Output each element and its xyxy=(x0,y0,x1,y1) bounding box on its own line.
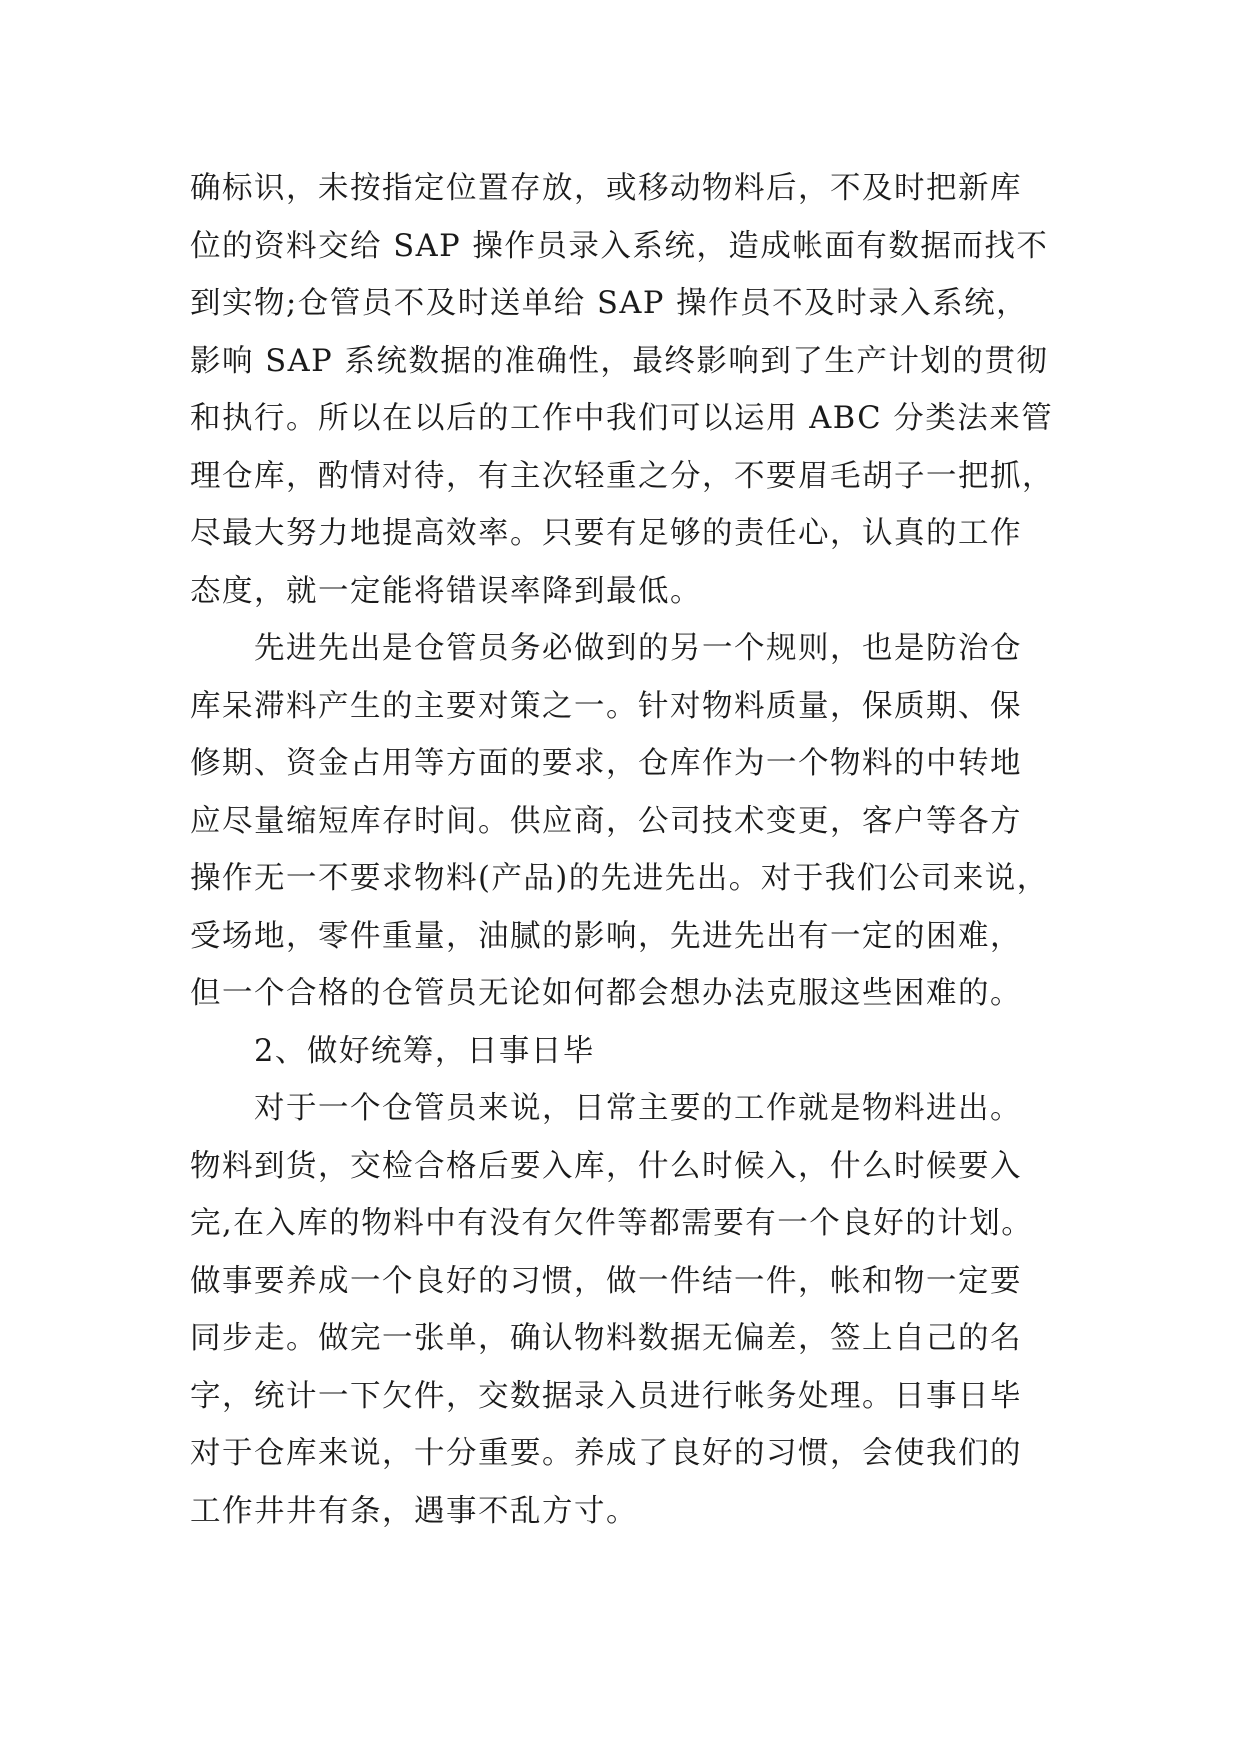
text-line: 影响 SAP 系统数据的准确性，最终影响到了生产计划的贯彻 xyxy=(190,343,1049,379)
text-line: 受场地，零件重量，油腻的影响，先进先出有一定的困难， xyxy=(190,918,1022,954)
text-line: 理仓库，酌情对待，有主次轻重之分，不要眉毛胡子一把抓， xyxy=(190,458,1054,494)
text-line: 到实物;仓管员不及时送单给 SAP 操作员不及时录入系统， xyxy=(190,286,1029,321)
text-line: 对于一个仓管员来说，日常主要的工作就是物料进出。 xyxy=(254,1091,1022,1126)
text-line: 修期、资金占用等方面的要求，仓库作为一个物料的中转地 xyxy=(190,746,1022,781)
text-line: 尽最大努力地提高效率。只要有足够的责任心，认真的工作 xyxy=(190,516,1022,551)
text-line: 和执行。所以在以后的工作中我们可以运用 ABC 分类法来管 xyxy=(190,401,1054,436)
text-line: 物料到货，交检合格后要入库，什么时候入，什么时候要入 xyxy=(190,1148,1022,1184)
text-line: 2、做好统筹，日事日毕 xyxy=(254,1033,595,1069)
text-line: 完,在入库的物料中有没有欠件等都需要有一个良好的计划。 xyxy=(190,1206,1034,1241)
text-line: 字，统计一下欠件，交数据录入员进行帐务处理。日事日毕 xyxy=(190,1378,1022,1414)
text-line: 操作无一不要求物料(产品)的先进先出。对于我们公司来说， xyxy=(190,861,1049,896)
text-line: 但一个合格的仓管员无论如何都会想办法克服这些困难的。 xyxy=(190,976,1022,1011)
text-line: 应尽量缩短库存时间。供应商，公司技术变更，客户等各方 xyxy=(190,803,1022,839)
body-text xyxy=(190,160,1090,1540)
text-line: 同步走。做完一张单，确认物料数据无偏差，签上自己的名 xyxy=(190,1321,1022,1356)
text-line: 库呆滞料产生的主要对策之一。针对物料质量，保质期、保 xyxy=(190,688,1022,724)
text-line: 确标识，未按指定位置存放，或移动物料后，不及时把新库 xyxy=(190,171,1022,206)
text-line: 态度，就一定能将错误率降到最低。 xyxy=(190,573,702,609)
text-line: 先进先出是仓管员务必做到的另一个规则，也是防治仓 xyxy=(254,631,1022,666)
text-line: 位的资料交给 SAP 操作员录入系统，造成帐面有数据而找不 xyxy=(190,228,1049,264)
text-line: 工作井井有条，遇事不乱方寸。 xyxy=(190,1493,638,1529)
text-line: 做事要养成一个良好的习惯，做一件结一件，帐和物一定要 xyxy=(190,1263,1022,1299)
text-line: 对于仓库来说，十分重要。养成了良好的习惯，会使我们的 xyxy=(190,1436,1022,1471)
